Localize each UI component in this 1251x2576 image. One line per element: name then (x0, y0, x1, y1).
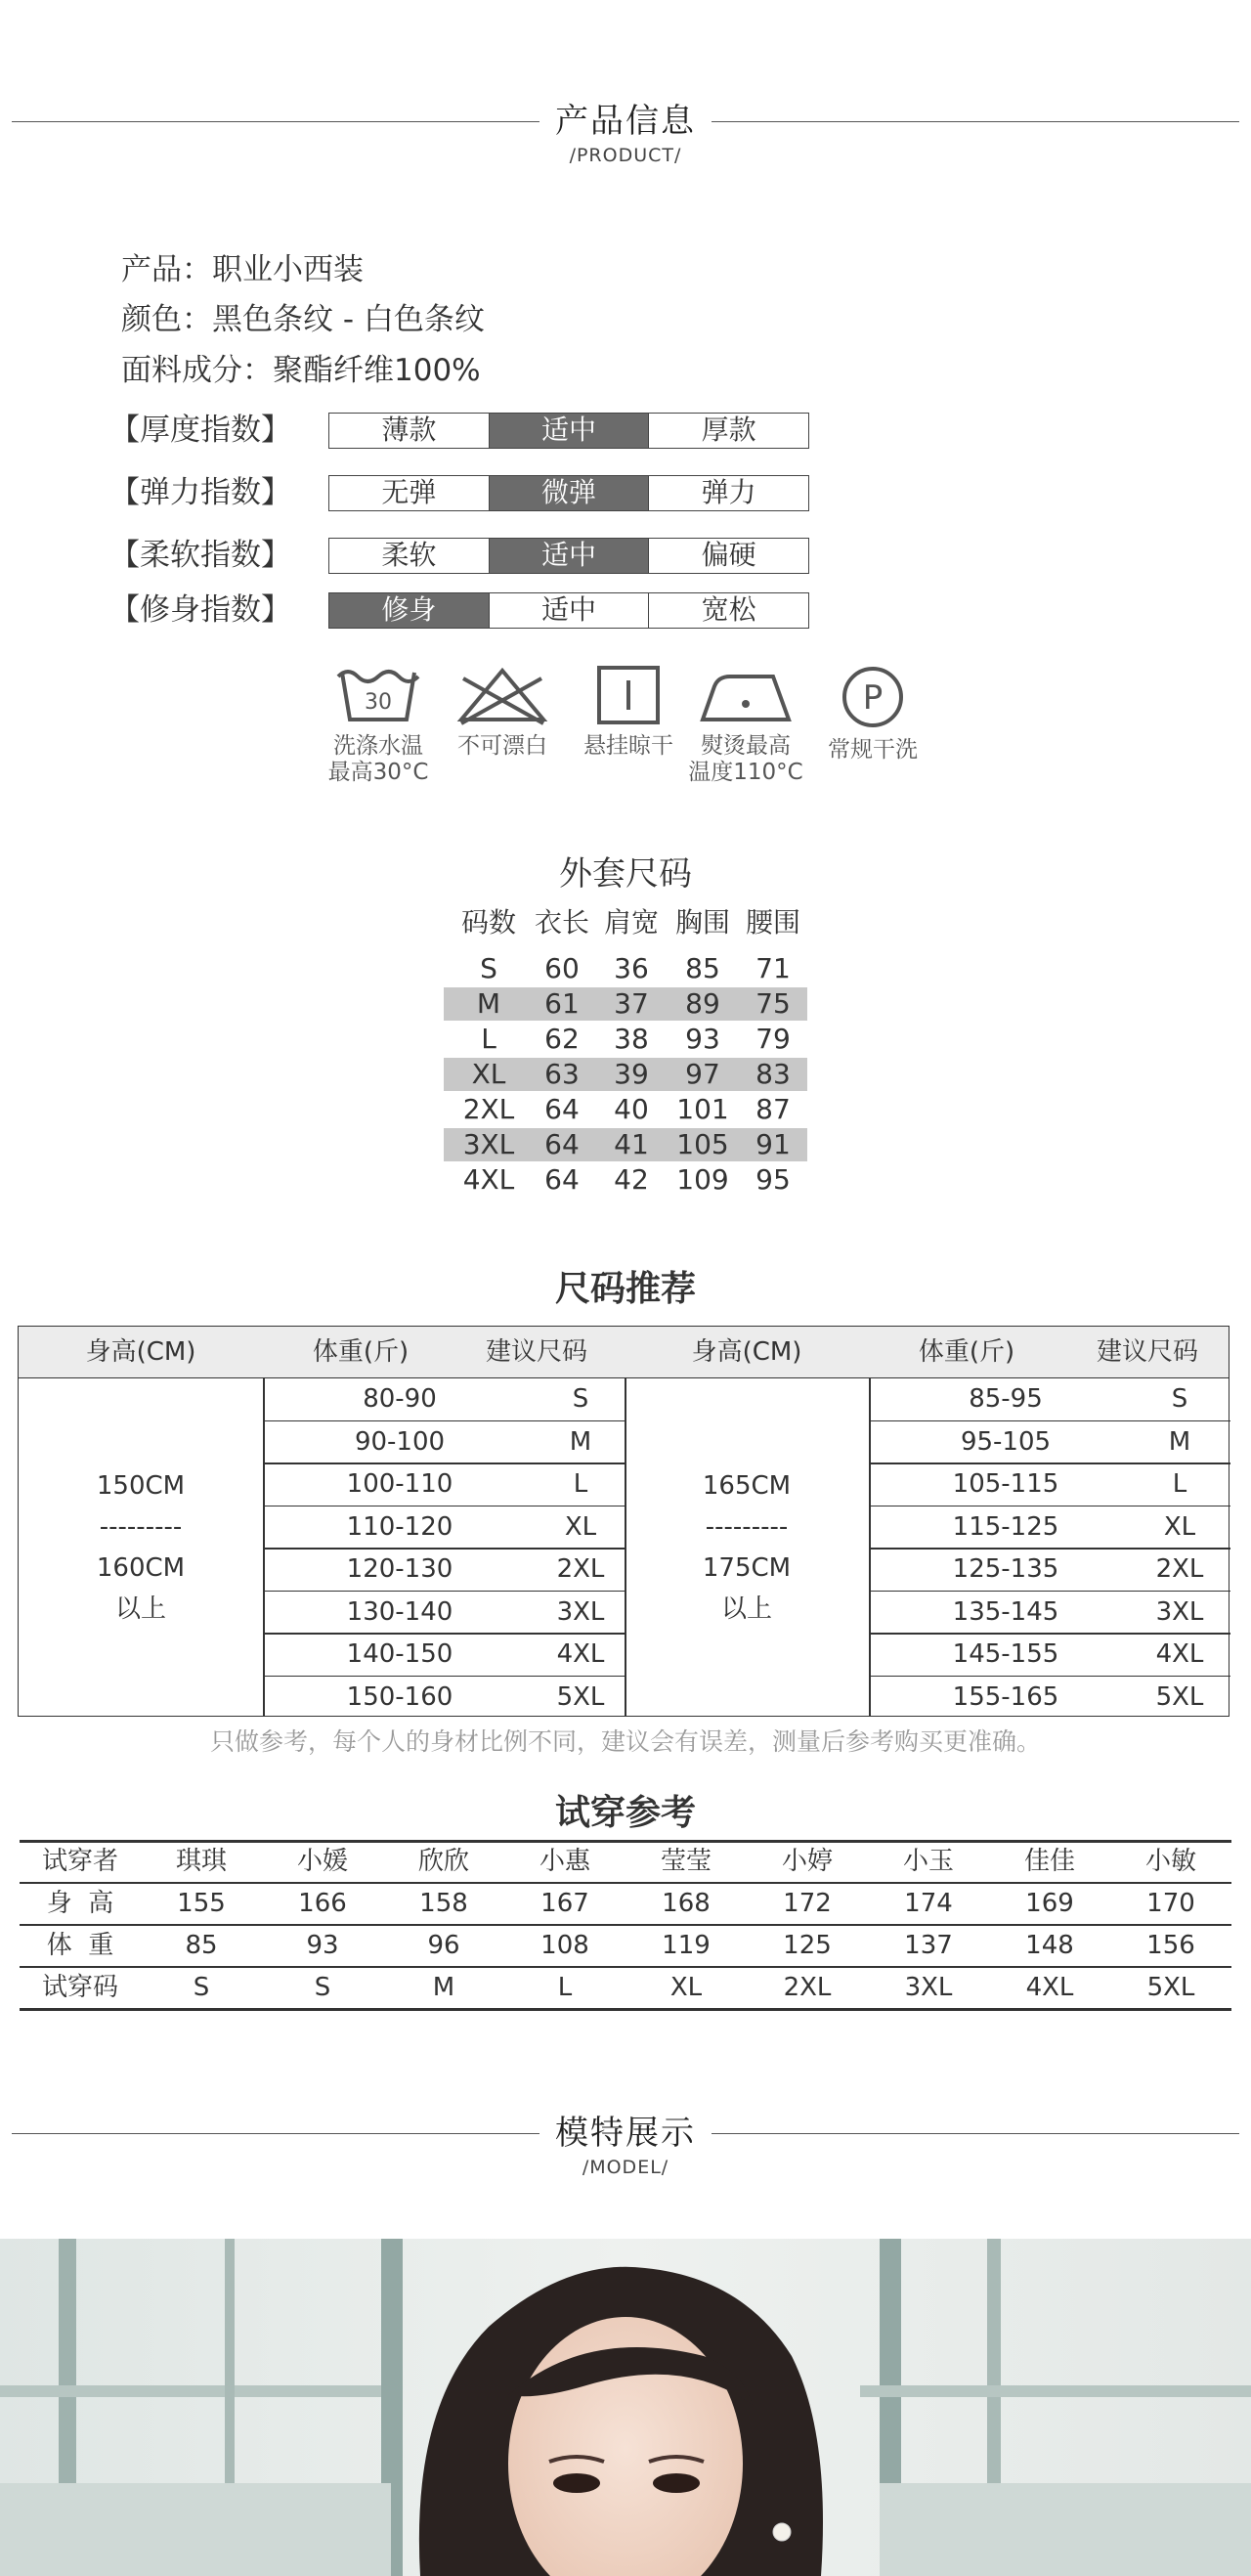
table-cell: 97 (685, 1058, 720, 1090)
iron-icon (697, 665, 795, 725)
table-cell: 137 (904, 1931, 953, 1960)
weight-cell: 145-155 (952, 1639, 1059, 1669)
height-group (625, 1465, 869, 1630)
weight-cell: 150-160 (346, 1681, 453, 1712)
table-cell: 3XL (904, 1973, 953, 2002)
recommend-title: 尺码推荐 (554, 1269, 696, 1309)
weight-cell: 90-100 (354, 1426, 446, 1457)
divider-line (12, 121, 539, 122)
weight-cell: 130-140 (346, 1596, 453, 1627)
care-label: 洗涤水温 (333, 733, 423, 759)
weight-cell: 155-165 (952, 1681, 1059, 1712)
care-label: 不可漂白 (457, 733, 547, 759)
product-name: 产品：职业小西装 (121, 252, 364, 287)
table-cell: 5XL (1146, 1973, 1195, 2002)
table-cell: 85 (685, 952, 720, 984)
table-cell: 85 (185, 1931, 218, 1960)
index-scale (328, 538, 809, 574)
care-item (439, 665, 566, 760)
weight-cell: 80-90 (363, 1384, 437, 1414)
section-title: 产品信息 (555, 102, 696, 141)
table-cell: 4XL (1025, 1973, 1074, 2002)
index-option: 适中 (489, 593, 650, 628)
index-label: 【修身指数】 (109, 592, 291, 628)
table-cell: 125 (783, 1931, 832, 1960)
height-line: --------- (705, 1512, 789, 1542)
index-scale (328, 413, 809, 449)
table-cell: 155 (177, 1889, 226, 1918)
svg-text:P: P (862, 678, 884, 718)
weight-cell: 100-110 (346, 1469, 453, 1499)
weight-cell: 140-150 (346, 1639, 453, 1669)
table-cell: S (480, 952, 497, 984)
column-header: 体重(斤) (918, 1337, 1015, 1367)
table-cell: 61 (544, 987, 580, 1020)
size-cell: 4XL (1155, 1639, 1204, 1669)
height-line: 175CM (702, 1553, 792, 1583)
table-row (444, 1023, 807, 1056)
table-cell: L (557, 1973, 573, 2002)
table-cell: 36 (614, 952, 649, 984)
care-item (809, 665, 936, 764)
index-option: 厚款 (701, 414, 756, 446)
table-row (20, 1925, 1231, 1966)
table-cell: 小敏 (1144, 1847, 1196, 1876)
table-cell: 172 (783, 1889, 832, 1918)
care-label: 悬挂晾干 (583, 733, 673, 759)
divider-line (712, 2133, 1239, 2134)
table-row (20, 1883, 1231, 1924)
size-cell: XL (564, 1511, 597, 1542)
table-cell: 168 (662, 1889, 711, 1918)
height-line: 150CM (96, 1471, 186, 1501)
product-material: 面料成分：聚酯纤维100% (121, 353, 481, 388)
table-cell: 63 (544, 1058, 580, 1090)
table-row (444, 1128, 807, 1161)
table-cell: 62 (544, 1023, 580, 1055)
index-option: 弹力 (701, 476, 756, 508)
table-row (444, 1093, 807, 1126)
weight-cell: 105-115 (952, 1469, 1059, 1499)
column-header: 建议尺码 (1096, 1337, 1198, 1367)
index-label: 【弹力指数】 (109, 475, 291, 510)
size-cell: XL (1163, 1511, 1196, 1542)
column-header: 建议尺码 (485, 1337, 587, 1367)
height-group (19, 1465, 263, 1630)
table-cell: S (314, 1973, 331, 2002)
table-cell: 119 (662, 1931, 711, 1960)
table-cell: 89 (685, 987, 720, 1020)
care-label: 常规干洗 (828, 737, 918, 763)
weight-cell: 135-145 (952, 1596, 1059, 1627)
table-cell: 109 (676, 1163, 729, 1196)
size-cell: 4XL (556, 1639, 605, 1669)
index-label: 【柔软指数】 (109, 538, 291, 573)
table-cell: 4XL (462, 1163, 515, 1196)
table-cell: 试穿码 (41, 1973, 118, 2002)
jacket-size-title: 外套尺码 (559, 854, 692, 894)
table-row (444, 987, 807, 1021)
size-cell: M (569, 1426, 592, 1457)
table-row (444, 952, 807, 985)
table-cell: 167 (540, 1889, 589, 1918)
dry-clean-icon (841, 665, 905, 729)
product-section-header (0, 98, 1251, 176)
table-cell: 身 高 (46, 1889, 114, 1918)
table-cell: 佳佳 (1023, 1847, 1075, 1876)
grid-line (263, 1377, 265, 1716)
tryon-title: 试穿参考 (554, 1793, 696, 1833)
weight-cell: 110-120 (346, 1511, 453, 1542)
size-cell: 3XL (556, 1596, 605, 1627)
column-header: 身高(CM) (85, 1337, 196, 1367)
size-cell: 2XL (1155, 1554, 1204, 1584)
divider-line (12, 2133, 539, 2134)
size-cell: S (572, 1384, 589, 1414)
table-cell: 148 (1025, 1931, 1074, 1960)
table-cell: M (476, 987, 501, 1020)
table-cell: 小玉 (902, 1847, 954, 1876)
table-cell: 93 (685, 1023, 720, 1055)
size-cell: M (1168, 1426, 1191, 1457)
table-cell: 42 (614, 1163, 649, 1196)
table-cell: 小惠 (539, 1847, 590, 1876)
index-option: 柔软 (381, 539, 437, 571)
index-label: 【厚度指数】 (109, 413, 291, 448)
weight-cell: 125-135 (952, 1554, 1059, 1584)
size-cell: 3XL (1155, 1596, 1204, 1627)
table-cell: 60 (544, 952, 580, 984)
table-cell: 158 (419, 1889, 468, 1918)
table-row (20, 1967, 1231, 2008)
table-header (450, 903, 821, 942)
index-option: 偏硬 (701, 539, 756, 571)
weight-cell: 115-125 (952, 1511, 1059, 1542)
table-cell: 75 (755, 987, 791, 1020)
table-cell: 96 (427, 1931, 460, 1960)
table-cell: 83 (755, 1058, 791, 1090)
care-label: 熨烫最高 (701, 733, 791, 759)
table-cell: 169 (1025, 1889, 1074, 1918)
size-cell: 5XL (556, 1681, 605, 1712)
size-cell: S (1171, 1384, 1188, 1414)
table-cell: 93 (306, 1931, 339, 1960)
index-scale (328, 592, 809, 629)
care-label: 温度110°C (688, 760, 803, 785)
table-cell: 166 (298, 1889, 347, 1918)
section-title: 模特展示 (555, 2114, 696, 2153)
section-subtitle: /PRODUCT/ (569, 145, 682, 166)
height-line: 以上 (114, 1594, 166, 1624)
size-cell: L (573, 1469, 588, 1499)
table-cell: 试穿者 (41, 1847, 118, 1876)
section-subtitle: /MODEL/ (582, 2157, 669, 2178)
product-color: 颜色：黑色条纹 - 白色条纹 (121, 302, 485, 337)
height-line: --------- (99, 1512, 183, 1542)
table-cell: 38 (614, 1023, 649, 1055)
table-cell: 37 (614, 987, 649, 1020)
table-cell: 40 (614, 1093, 649, 1125)
index-option: 薄款 (381, 414, 437, 446)
index-option: 适中 (489, 414, 650, 448)
table-cell: 39 (614, 1058, 649, 1090)
column-header: 码数 (460, 906, 516, 939)
index-option: 无弹 (381, 476, 437, 508)
column-header: 肩宽 (603, 906, 659, 939)
table-cell: 108 (540, 1931, 589, 1960)
table-cell: 64 (544, 1128, 580, 1160)
table-row (20, 1841, 1231, 1882)
table-cell: 156 (1146, 1931, 1195, 1960)
index-scale (328, 475, 809, 511)
table-cell: 3XL (462, 1128, 515, 1160)
svg-text:30: 30 (365, 690, 392, 715)
index-option: 宽松 (701, 593, 756, 626)
table-cell: S (193, 1973, 210, 2002)
table-cell: XL (471, 1058, 506, 1090)
height-line: 以上 (720, 1594, 772, 1624)
model-section-header (0, 2110, 1251, 2188)
recommend-note: 只做参考，每个人的身材比例不同，建议会有误差，测量后参考购买更准确。 (209, 1727, 1041, 1756)
weight-cell: 95-105 (960, 1426, 1052, 1457)
table-cell: 体 重 (46, 1931, 114, 1960)
weight-cell: 120-130 (346, 1554, 453, 1584)
care-item (315, 665, 442, 786)
column-header: 胸围 (674, 906, 730, 939)
hang-dry-icon (594, 665, 663, 725)
column-header: 腰围 (745, 906, 800, 939)
model-photo (0, 2239, 1251, 2576)
table-cell: 2XL (783, 1973, 832, 2002)
table-cell: L (481, 1023, 496, 1055)
grid-line (869, 1377, 871, 1716)
column-header: 身高(CM) (691, 1337, 802, 1367)
table-cell: 91 (755, 1128, 791, 1160)
table-cell: XL (669, 1973, 703, 2002)
weight-cell: 85-95 (969, 1384, 1043, 1414)
table-cell: 小媛 (296, 1847, 348, 1876)
table-cell: 小婷 (781, 1847, 833, 1876)
divider-line (712, 121, 1239, 122)
table-cell: 64 (544, 1093, 580, 1125)
care-label: 最高30°C (327, 760, 429, 785)
care-item (565, 665, 692, 760)
index-option: 修身 (329, 593, 489, 628)
table-rule (20, 2008, 1231, 2011)
size-cell: 5XL (1155, 1681, 1204, 1712)
size-cell: L (1172, 1469, 1187, 1499)
table-cell: 87 (755, 1093, 791, 1125)
height-line: 165CM (702, 1471, 792, 1501)
table-cell: 欣欣 (417, 1847, 469, 1876)
recommend-table (18, 1326, 1229, 1717)
height-line: 160CM (96, 1553, 186, 1583)
table-cell: 105 (676, 1128, 729, 1160)
table-row (444, 1058, 807, 1091)
table-cell: M (432, 1973, 455, 2002)
table-cell: 71 (755, 952, 791, 984)
table-cell: 琪琪 (175, 1847, 227, 1876)
no-bleach-icon (453, 665, 551, 725)
table-cell: 64 (544, 1163, 580, 1196)
index-option: 微弹 (489, 476, 650, 510)
wash-30-icon (336, 665, 420, 725)
size-cell: 2XL (556, 1554, 605, 1584)
table-cell: 170 (1146, 1889, 1195, 1918)
table-cell: 174 (904, 1889, 953, 1918)
table-cell: 95 (755, 1163, 791, 1196)
column-header: 体重(斤) (312, 1337, 410, 1367)
table-cell: 41 (614, 1128, 649, 1160)
table-cell: 101 (676, 1093, 729, 1125)
index-option: 适中 (489, 539, 650, 573)
care-item (682, 665, 809, 786)
table-cell: 2XL (462, 1093, 515, 1125)
column-header: 衣长 (534, 906, 589, 939)
table-cell: 79 (755, 1023, 791, 1055)
table-cell: 莹莹 (660, 1847, 712, 1876)
table-row (444, 1163, 807, 1197)
